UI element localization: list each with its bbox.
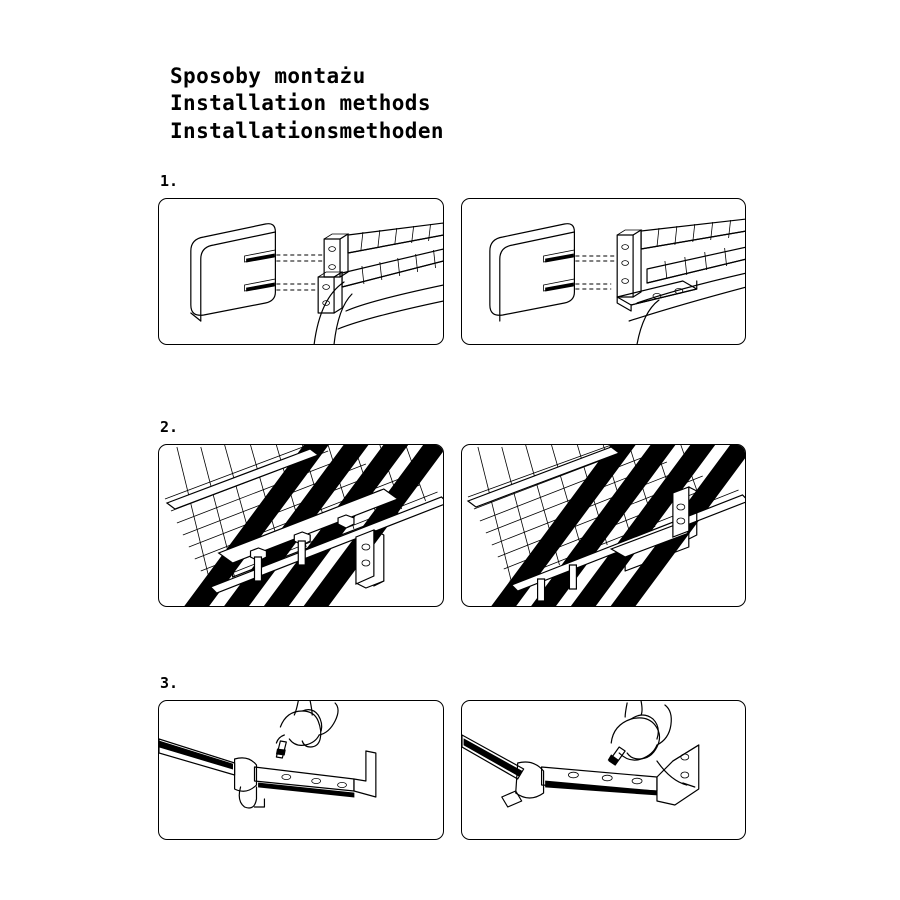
step1-right-illustration [462, 199, 746, 344]
step3-left-illustration [159, 701, 443, 839]
step2-left-illustration [159, 445, 443, 606]
step-3 [158, 674, 746, 840]
step2-panel-left [158, 444, 444, 607]
step-1-number: 1. [160, 172, 179, 190]
step3-right-illustration [462, 701, 746, 839]
title-polish: Sposoby montażu [170, 64, 366, 88]
step-2-number: 2. [160, 418, 179, 436]
step-3-number: 3. [160, 674, 179, 692]
step2-panel-right [461, 444, 747, 607]
step-1 [158, 172, 746, 345]
step1-left-illustration [159, 199, 443, 344]
step-3-panels [158, 700, 746, 840]
step-2-panels [158, 444, 746, 607]
title-block [170, 63, 444, 145]
step2-right-illustration [462, 445, 746, 606]
step-2 [158, 418, 746, 607]
title-german: Installationsmethoden [170, 118, 444, 143]
step-1-panels [158, 198, 746, 345]
step1-panel-left [158, 198, 444, 345]
step3-panel-left [158, 700, 444, 840]
step1-panel-right [461, 198, 747, 345]
step3-panel-right [461, 700, 747, 840]
title-english: Installation methods [170, 91, 431, 116]
